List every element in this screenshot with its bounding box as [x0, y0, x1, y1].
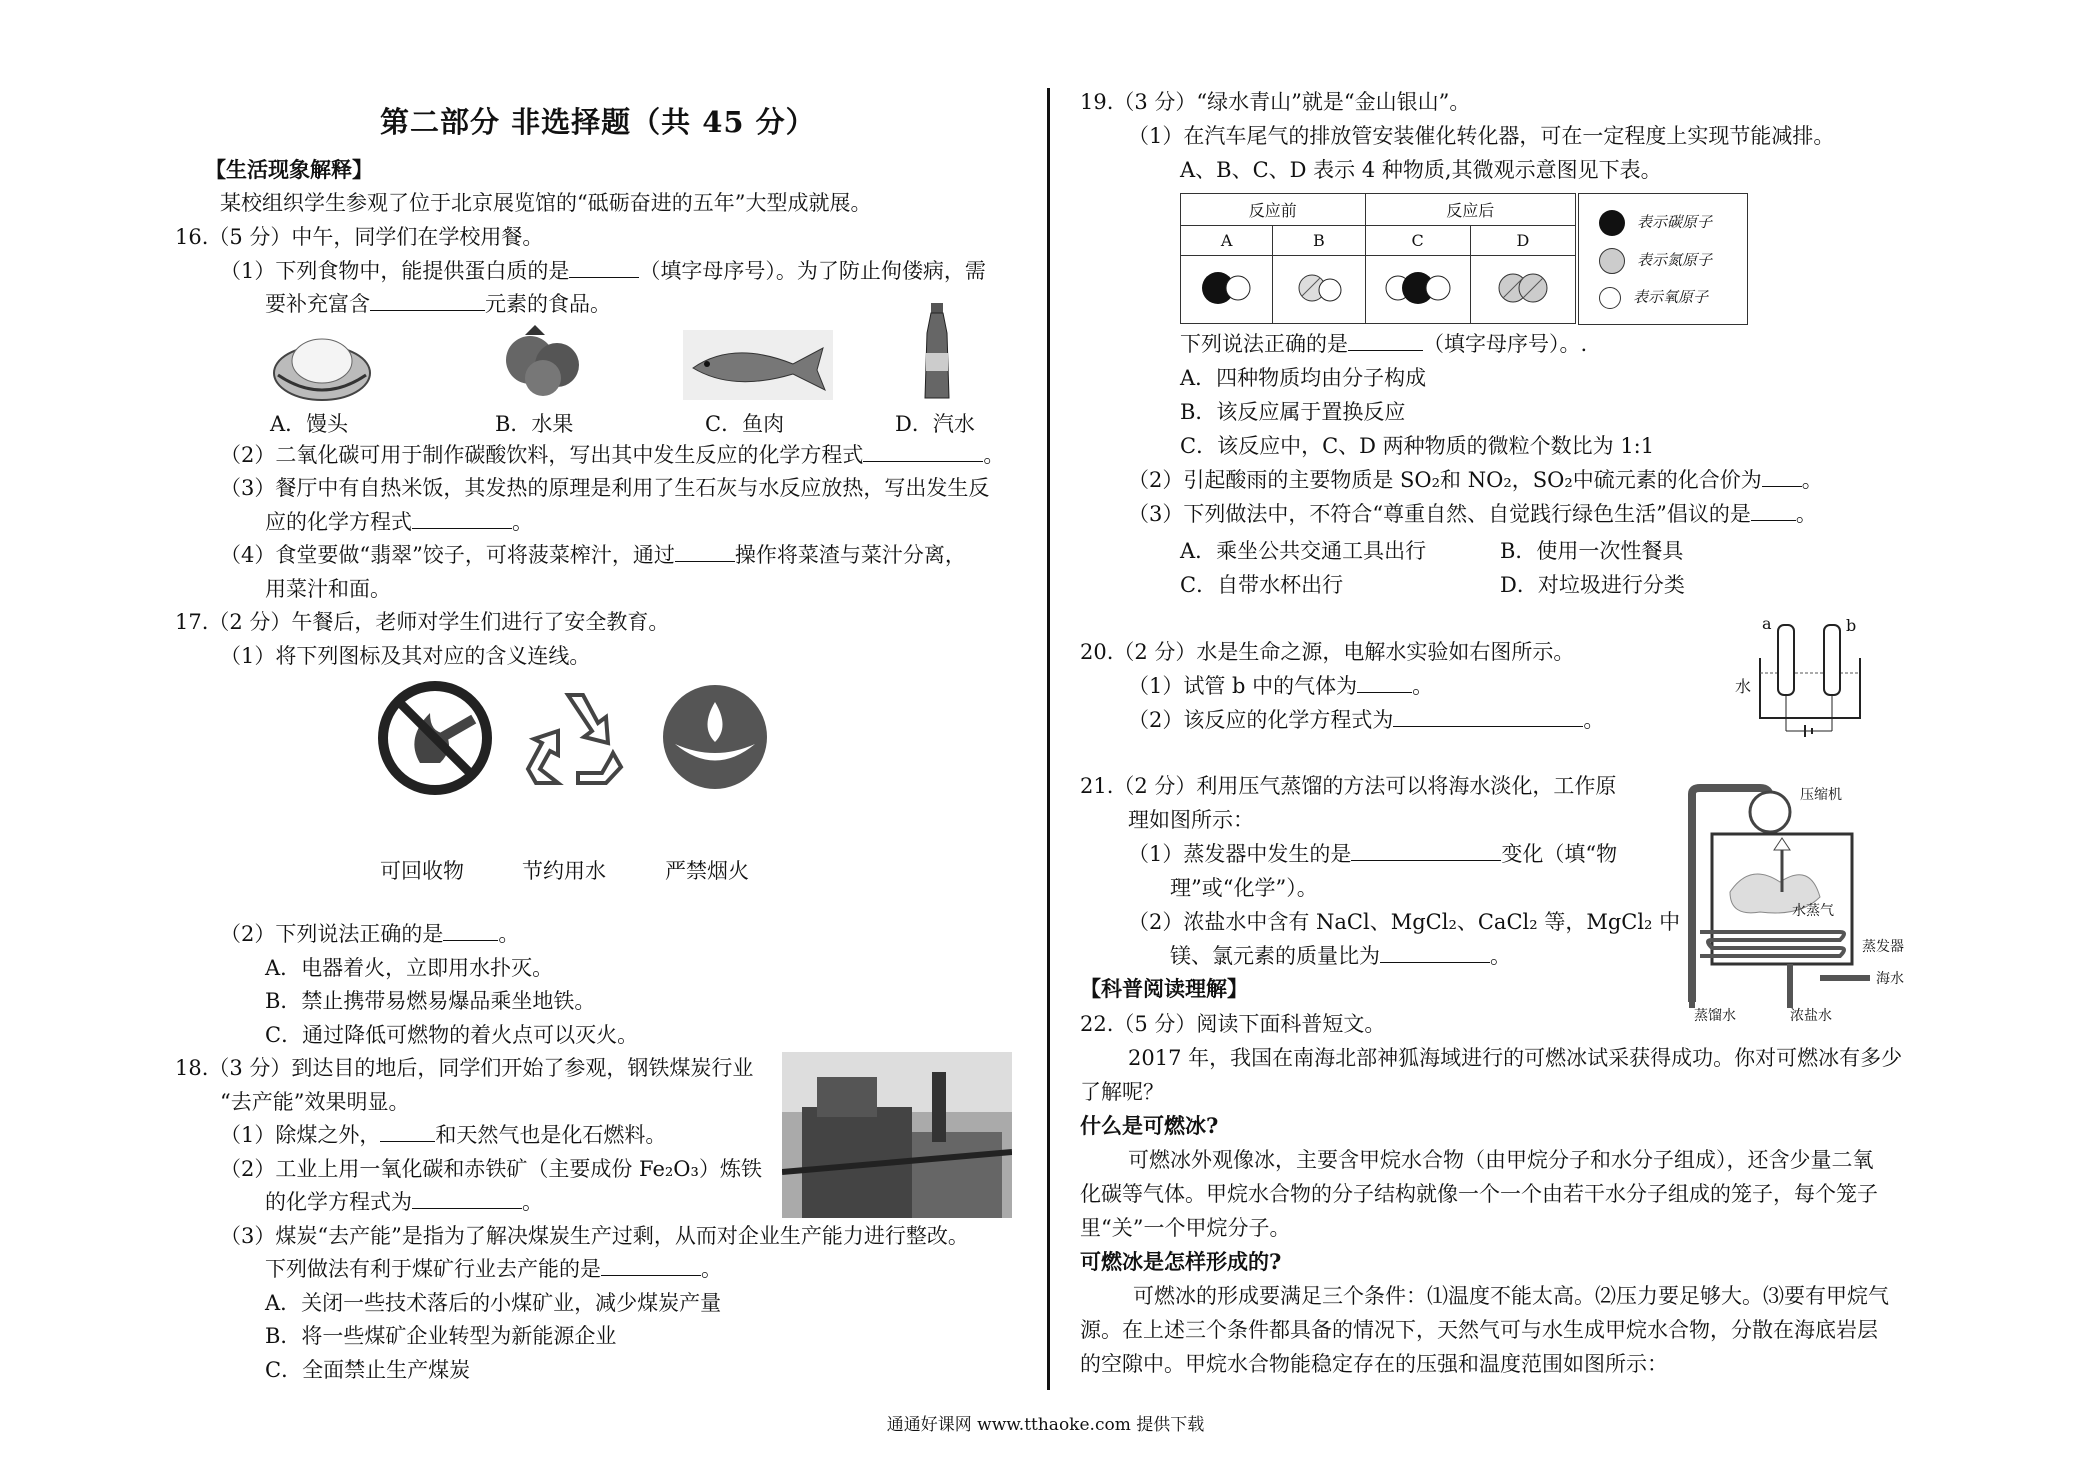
- q18-3-line1: （3）煤炭“去产能”是指为了解决煤炭生产过剩，从而对企业生产能力进行整改。: [220, 1224, 969, 1248]
- passage-p2-line2: 化碳等气体。甲烷水合物的分子结构就像一个一个由若干水分子组成的笼子，每个笼子: [1080, 1182, 1878, 1206]
- food-option-d: D．汽水: [895, 412, 975, 436]
- q19-3: （3）下列做法中，不符合“尊重自然、自觉践行绿色生活”倡议的是 。: [1128, 502, 1817, 526]
- q21-2-line1: （2）浓盐水中含有 NaCl、MgCl₂、CaCl₂ 等，MgCl₂ 中: [1128, 910, 1681, 934]
- passage-p3-line3: 的空隙中。甲烷水合物能稳定存在的压强和温度范围如图所示：: [1080, 1352, 1668, 1376]
- seawater-label: 海水: [1876, 971, 1904, 987]
- answer-blank[interactable]: [443, 920, 498, 941]
- icon-label-no-fire: 严禁烟火: [665, 859, 749, 883]
- passage-p2-line3: 里“关”一个甲烷分子。: [1080, 1216, 1291, 1240]
- q18-stem-line2: “去产能”效果明显。: [220, 1090, 410, 1114]
- table-sub-d: D: [1470, 226, 1575, 256]
- q17-stem: 17.（2 分）午餐后，老师对学生们进行了安全教育。: [175, 610, 670, 634]
- passage-p3-line2: 源。在上述三个条件都具备的情况下，天然气可与水生成甲烷水合物，分散在海底岩层: [1080, 1318, 1878, 1342]
- icon-label-recyclable: 可回收物: [380, 859, 464, 883]
- recycle-icon: [518, 685, 633, 790]
- q19-3-option-a: A．乘坐公共交通工具出行: [1180, 539, 1427, 563]
- answer-blank[interactable]: [1762, 466, 1802, 487]
- q16-3-line1: （3）餐厅中有自热米饭，其发热的原理是利用了生石灰与水反应放热，写出发生反: [220, 476, 990, 500]
- water-label: 水: [1735, 677, 1752, 696]
- q19-1: （1）在汽车尾气的排放管安装催化转化器，可在一定程度上实现节能减排。: [1128, 124, 1835, 148]
- intro-text: 某校组织学生参观了位于北京展览馆的“砥砺奋进的五年”大型成就展。: [220, 191, 872, 215]
- table-header-after: 反应后: [1365, 194, 1576, 226]
- q19-2: （2）引起酸雨的主要物质是 SO₂和 NO₂，SO₂中硫元素的化合价为 。: [1128, 468, 1823, 492]
- answer-blank[interactable]: [569, 257, 639, 278]
- food-option-c: C．鱼肉: [705, 412, 785, 436]
- q19-ask: 下列说法正确的是 （填字母序号）。.: [1180, 332, 1588, 356]
- q16-4-line1: （4）食堂要做“翡翠”饺子，可将菠菜榨汁，通过 操作将菜渣与菜汁分离，: [220, 543, 966, 567]
- q19-stem: 19.（3 分）“绿水青山”就是“金山银山”。: [1080, 90, 1471, 114]
- legend-nitrogen: 表示氮原子: [1599, 248, 1712, 274]
- steel-plant-photo: [782, 1052, 1012, 1218]
- q18-2-line1: （2）工业上用一氧化碳和赤铁矿（主要成份 Fe₂O₃）炼铁: [220, 1157, 762, 1181]
- table-sub-a: A: [1181, 226, 1273, 256]
- food-option-a: A．馒头: [270, 412, 349, 436]
- answer-blank[interactable]: [1357, 672, 1412, 693]
- q19-3-option-b: B．使用一次性餐具: [1500, 539, 1684, 563]
- compressor-label: 压缩机: [1800, 787, 1842, 803]
- food-option-b: B．水果: [495, 412, 574, 436]
- evaporator-label: 蒸发器: [1862, 939, 1904, 955]
- q21-2-line2: 镁、氯元素的质量比为 。: [1170, 944, 1511, 968]
- q17-option-c: C．通过降低可燃物的着火点可以灭火。: [265, 1023, 639, 1047]
- molecule-table: [1180, 193, 1576, 324]
- atom-legend: [1578, 193, 1748, 325]
- passage-heading-2: 可燃冰是怎样形成的?: [1080, 1249, 1282, 1274]
- q19-option-b: B．该反应属于置换反应: [1180, 400, 1406, 424]
- molecule-b: [1273, 256, 1365, 324]
- q16-1-line1: （1）下列食物中，能提供蛋白质的是 （填字母序号）。为了防止佝偻病，需: [220, 259, 986, 283]
- q18-stem-line1: 18.（3 分）到达目的地后，同学们开始了参观，钢铁煤炭行业: [175, 1056, 754, 1080]
- q19-option-c: C．该反应中，C、D 两种物质的微粒个数比为 1:1: [1180, 434, 1655, 458]
- q21-stem-line2: 理如图所示：: [1128, 808, 1254, 832]
- q19-1b: A、B、C、D 表示 4 种物质,其微观示意图见下表。: [1180, 158, 1662, 182]
- passage-p2-line1: 可燃冰外观像冰，主要含甲烷水合物（由甲烷分子和水分子组成），还含少量二氧: [1128, 1148, 1874, 1172]
- q16-stem: 16.（5 分）中午，同学们在学校用餐。: [175, 225, 544, 249]
- section-heading-reading: 【科普阅读理解】: [1080, 976, 1248, 1001]
- footer: 通通好课网 www.tthaoke.com 提供下载: [886, 1415, 1205, 1435]
- q17-2: （2）下列说法正确的是 。: [220, 922, 520, 946]
- fish-image: [683, 330, 833, 400]
- answer-blank[interactable]: [412, 1188, 522, 1209]
- passage-p1-line2: 了解呢？: [1080, 1080, 1164, 1104]
- legend-oxygen: 表示氧原子: [1599, 286, 1708, 309]
- soda-bottle-image: [917, 303, 957, 403]
- passage-p3-line1: 可燃冰的形成要满足三个条件：⑴温度不能太高。⑵压力要足够大。⑶要有甲烷气: [1133, 1284, 1889, 1308]
- tube-a-label: a: [1762, 614, 1772, 633]
- section-heading: 【生活现象解释】: [205, 157, 373, 182]
- q21-stem-line1: 21.（2 分）利用压气蒸馏的方法可以将海水淡化，工作原: [1080, 774, 1617, 798]
- q17-option-b: B．禁止携带易燃易爆品乘坐地铁。: [265, 989, 596, 1013]
- q17-1: （1）将下列图标及其对应的含义连线。: [220, 644, 591, 668]
- answer-blank[interactable]: [1380, 942, 1490, 963]
- icon-label-save-water: 节约用水: [522, 859, 606, 883]
- legend-carbon: 表示碳原子: [1599, 210, 1712, 236]
- vapor-label: 水蒸气: [1792, 903, 1834, 919]
- q18-option-c: C．全面禁止生产煤炭: [265, 1358, 471, 1382]
- q18-1: （1）除煤之外， 和天然气也是化石燃料。: [220, 1123, 667, 1147]
- q17-option-a: A．电器着火，立即用水扑灭。: [265, 956, 554, 980]
- q20-2: （2）该反应的化学方程式为 。: [1128, 708, 1605, 732]
- q16-1-line2: 要补充富含 元素的食品。: [265, 292, 611, 316]
- answer-blank[interactable]: [380, 1121, 435, 1142]
- page-title: 第二部分 非选择题（共 45 分）: [380, 105, 816, 139]
- no-fire-icon: [375, 678, 495, 798]
- q21-1-line2: 理”或“化学”）。: [1170, 876, 1318, 900]
- steamed-bun-image: [270, 325, 375, 403]
- fruit-image: [495, 320, 595, 400]
- q19-option-a: A．四种物质均由分子构成: [1180, 366, 1427, 390]
- column-divider: [1047, 88, 1050, 1390]
- answer-blank[interactable]: [601, 1255, 701, 1276]
- answer-blank[interactable]: [1351, 840, 1501, 861]
- molecule-c: [1365, 256, 1470, 324]
- answer-blank[interactable]: [370, 290, 485, 311]
- passage-heading-1: 什么是可燃冰?: [1080, 1113, 1219, 1138]
- q16-4-line2: 用菜汁和面。: [265, 577, 391, 601]
- q19-3-option-c: C．自带水杯出行: [1180, 573, 1344, 597]
- molecule-a: [1181, 256, 1273, 324]
- distillation-diagram: [1670, 782, 1910, 1022]
- water-saving-icon: [660, 682, 770, 792]
- answer-blank[interactable]: [863, 441, 983, 462]
- q18-option-b: B．将一些煤矿企业转型为新能源企业: [265, 1324, 617, 1348]
- table-sub-c: C: [1365, 226, 1470, 256]
- answer-blank[interactable]: [1751, 500, 1796, 521]
- answer-blank[interactable]: [412, 508, 512, 529]
- table-sub-b: B: [1273, 226, 1365, 256]
- tube-b-label: b: [1846, 616, 1857, 635]
- passage-p1-line1: 2017 年，我国在南海北部神狐海域进行的可燃冰试采获得成功。你对可燃冰有多少: [1128, 1046, 1903, 1070]
- q16-3-line2: 应的化学方程式 。: [265, 510, 533, 534]
- q19-3-option-d: D．对垃圾进行分类: [1500, 573, 1685, 597]
- q20-stem: 20.（2 分）水是生命之源，电解水实验如右图所示。: [1080, 640, 1575, 664]
- answer-blank[interactable]: [1393, 706, 1583, 727]
- table-header-before: 反应前: [1181, 194, 1366, 226]
- molecule-d: [1470, 256, 1575, 324]
- q16-2: （2）二氧化碳可用于制作碳酸饮料，写出其中发生反应的化学方程式 。: [220, 443, 1005, 467]
- brine-label: 浓盐水: [1790, 1008, 1832, 1024]
- answer-blank[interactable]: [675, 541, 735, 562]
- q18-option-a: A．关闭一些技术落后的小煤矿业，减少煤炭产量: [265, 1291, 722, 1315]
- q18-2-line2: 的化学方程式为 。: [265, 1190, 543, 1214]
- q22-stem: 22.（5 分）阅读下面科普短文。: [1080, 1012, 1386, 1036]
- answer-blank[interactable]: [1348, 330, 1423, 351]
- distilled-water-label: 蒸馏水: [1694, 1008, 1736, 1024]
- q21-1-line1: （1）蒸发器中发生的是 变化（填“物: [1128, 842, 1618, 866]
- q18-3-line2: 下列做法有利于煤矿行业去产能的是 。: [265, 1257, 722, 1281]
- q20-1: （1）试管 b 中的气体为 。: [1128, 674, 1434, 698]
